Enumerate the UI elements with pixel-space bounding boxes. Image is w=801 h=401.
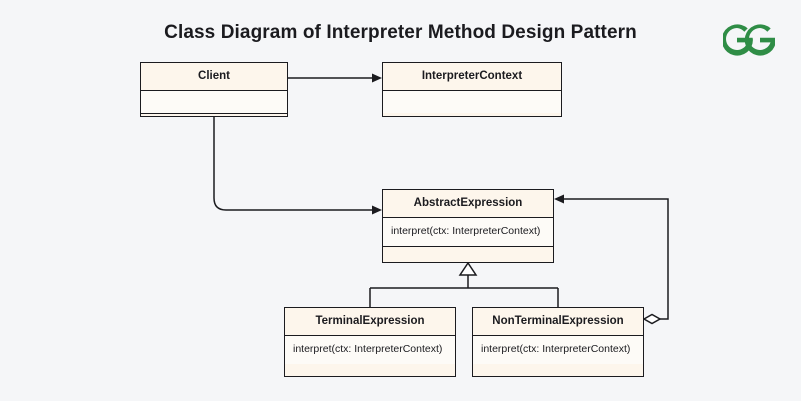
class-box-terminalexpression[interactable] xyxy=(284,307,456,377)
class-attributes xyxy=(141,91,287,113)
class-name: AbstractExpression xyxy=(413,197,523,209)
class-separator xyxy=(141,113,287,114)
page-title: Class Diagram of Interpreter Method Design Pattern xyxy=(164,22,637,43)
class-methods: interpret(ctx: InterpreterContext) xyxy=(383,218,553,246)
class-box-nonterminalexpression[interactable] xyxy=(472,307,644,377)
class-methods: interpret(ctx: InterpreterContext) xyxy=(473,336,643,364)
class-box-abstractexpression[interactable] xyxy=(382,189,554,263)
class-separator xyxy=(383,246,553,247)
class-name: InterpreterContext xyxy=(421,70,523,82)
class-methods: interpret(ctx: InterpreterContext) xyxy=(285,336,455,364)
geeksforgeeks-logo xyxy=(723,22,775,56)
class-name: NonTerminalExpression xyxy=(492,315,624,327)
class-name: TerminalExpression xyxy=(315,315,425,327)
class-box-interpretercontext[interactable] xyxy=(382,62,562,117)
class-attributes xyxy=(383,91,561,113)
class-box-client[interactable] xyxy=(140,62,288,117)
class-name: Client xyxy=(198,70,230,82)
